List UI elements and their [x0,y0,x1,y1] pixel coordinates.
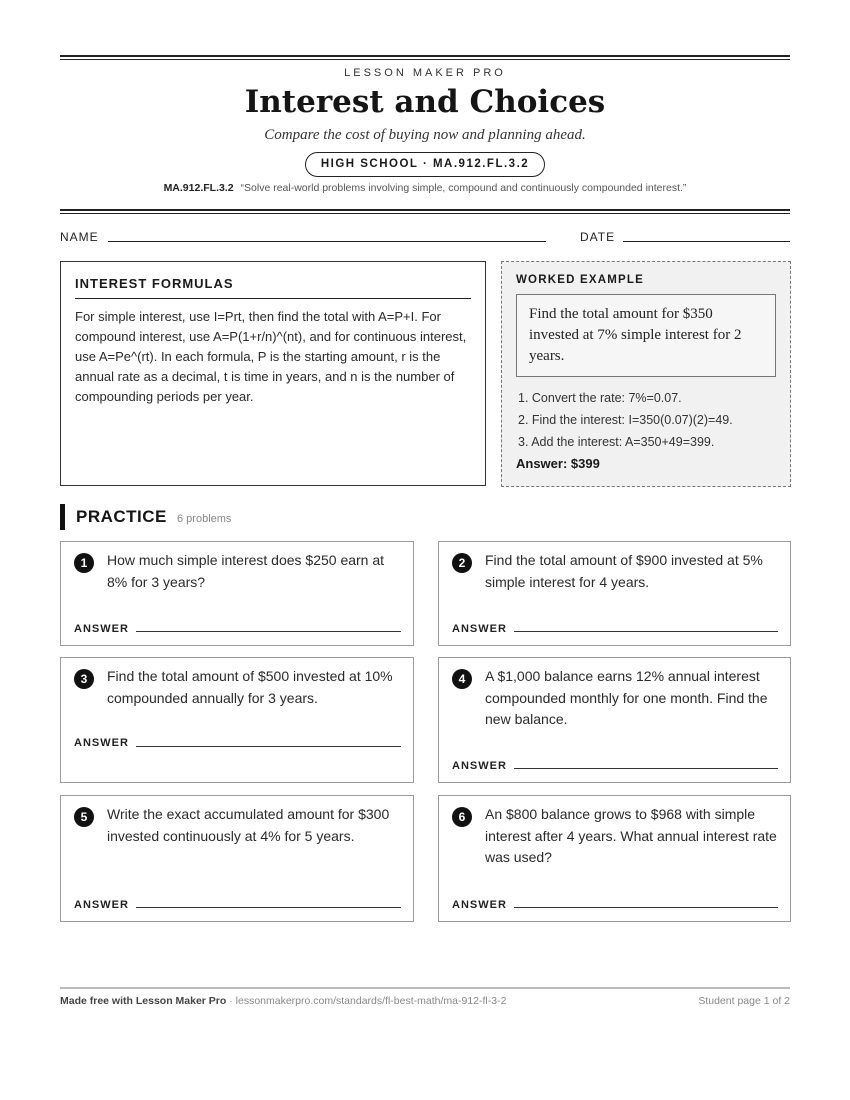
example-step: 3. Add the interest: A=350+49=399. [518,435,715,449]
problem-number: 3 [74,669,94,689]
example-problem: Find the total amount for $350 invested at 7% simple interest for 2 years. [516,294,776,377]
standard-text: “Solve real-world problems involving simple, compound and continuously compounded interest.” [240,182,687,194]
problem-text: A $1,000 balance earns 12% annual interest compounded monthly for one month. Find the new balance. [485,668,768,727]
answer-label: ANSWER [74,737,129,749]
interest-formulas-box [60,261,486,486]
footer-page-number: Student page 1 of 2 [698,995,790,1007]
practice-problem-card [438,541,791,646]
problem-number: 6 [452,807,472,827]
example-step: 2. Find the interest: I=350(0.07)(2)=49. [518,413,733,427]
answer-field[interactable] [136,631,401,632]
name-field[interactable] [108,241,546,242]
footer-made-with: Made free with Lesson Maker Pro [60,995,227,1007]
problem-text: How much simple interest does $250 earn at 8% for 3 years? [107,552,385,590]
practice-problem-card [438,657,791,783]
answer-field[interactable] [514,907,778,908]
example-heading: WORKED EXAMPLE [516,274,644,286]
formulas-text: For simple interest, use I=Prt, then find the total with A=P+I. For compound interest, use A=P(1+r/n)^(nt), and for continuous interest, use A=Pe^(rt). In each formula, P is the starting amount, r is the annual rate as a decimal, t is time in years, and n is the number of compounding periods per year. [75,309,467,404]
standard-code: MA.912.FL.3.2 [163,182,234,194]
practice-accent-bar [60,504,65,530]
formulas-heading: INTEREST FORMULAS [75,276,471,299]
page-subtitle: Compare the cost of buying now and planning ahead. [264,127,586,143]
footer-rule [60,987,790,989]
example-steps [516,387,776,453]
brand-name: LESSON MAKER PRO [344,67,506,79]
answer-label: ANSWER [452,760,507,772]
grade-standard-badge: HIGH SCHOOL · MA.912.FL.3.2 [305,152,545,177]
problem-number: 5 [74,807,94,827]
worked-example-box [501,261,791,487]
problem-text: Find the total amount of $900 invested at 5% simple interest for 4 years. [485,552,763,590]
practice-count: 6 problems [177,513,232,525]
answer-label: ANSWER [74,899,129,911]
answer-label: ANSWER [452,899,507,911]
problem-text: An $800 balance grows to $968 with simple interest after 4 years. What annual interest rate was used? [485,806,777,865]
answer-field[interactable] [514,631,778,632]
page-title: Interest and Choices [244,84,606,120]
answer-field[interactable] [136,907,401,908]
problem-number: 1 [74,553,94,573]
answer-label: ANSWER [74,623,129,635]
standard-description [0,182,850,194]
problem-number: 4 [452,669,472,689]
practice-title: PRACTICE [76,507,167,526]
problem-text: Write the exact accumulated amount for $300 invested continuously at 4% for 5 years. [107,806,390,844]
practice-problem-card [60,795,414,922]
name-label: NAME [60,230,99,244]
problem-text: Find the total amount of $500 invested at 10% compounded annually for 3 years. [107,668,393,706]
example-answer: Answer: $399 [516,456,600,471]
answer-label: ANSWER [452,623,507,635]
answer-field[interactable] [136,746,401,747]
practice-problem-card [60,657,414,783]
footer-url[interactable]: · lessonmakerpro.com/standards/fl-best-math/ma-912-fl-3-2 [226,995,507,1007]
answer-field[interactable] [514,768,778,769]
problem-number: 2 [452,553,472,573]
example-step: 1. Convert the rate: 7%=0.07. [518,391,682,405]
header-bottom-rule [60,209,790,214]
practice-problem-card [438,795,791,922]
footer-credit [60,995,506,1007]
practice-problem-card [60,541,414,646]
date-label: DATE [580,230,616,244]
date-field[interactable] [623,241,790,242]
header-top-rule [60,55,790,60]
